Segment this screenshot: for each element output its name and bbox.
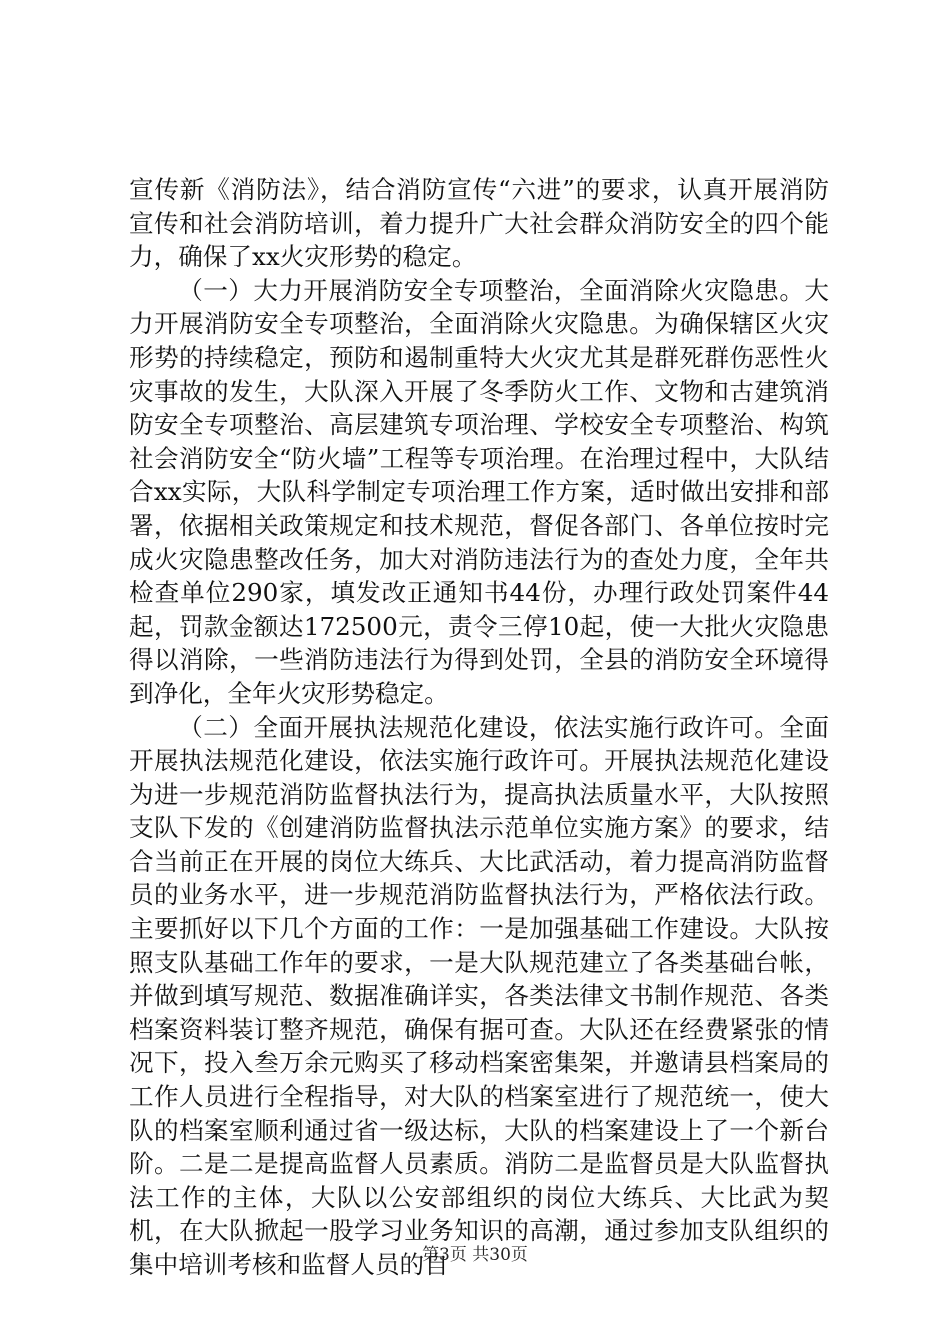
paragraph-section-two: （二）全面开展执法规范化建设，依法实施行政许可。全面开展执法规范化建设，依法实施行政许可。开展执法规范化建设为进一步规范消防监督执法行为，提高执法质量水平，大队按照支队下发的《创建消防监督执法示范单位实施方案》的要求，结合当前正在开展的岗位大练兵、大比武活动，着力提高消防监督员的业务水平，进一步规范消防监督执法行为，严格依法行政。主要抓好以下几个方面的工作：一是加强基础工作建设。大队按照支队基础工作年的要求，一是大队规范建立了各类基础台帐，并做到填写规范、数据准确详实，各类法律文书制作规范、各类档案资料装订整齐规范，确保有据可查。大队还在经费紧张的情况下，投入叁万余元购买了移动档案密集架，并邀请县档案局的工作人员进行全程指导，对大队的档案室进行了规范统一，使大队的档案室顺利通过省一级达标，大队的档案建设上了一个新台阶。二是二是提高监督人员素质。消防二是监督员是大队监督执法工作的主体，大队以公安部组织的岗位大练兵、大比武为契机，在大队掀起一股学习业务知识的高潮，通过参加支队组织的集中培训考核和监督人员的自 [129,712,829,1279]
paragraph-section-one: （一）大力开展消防安全专项整治，全面消除火灾隐患。大力开展消防安全专项整治，全面消除火灾隐患。为确保辖区火灾形势的持续稳定，预防和遏制重特大火灾尤其是群死群伤恶性火灾事故的发生，大队深入开展了冬季防火工作、文物和古建筑消防安全专项整治、高层建筑专项治理、学校安全专项整治、构筑社会消防安全“防火墙”工程等专项治理。在治理过程中，大队结合xx实际，大队科学制定专项治理工作方案，适时做出安排和部署，依据相关政策规定和技术规范，督促各部门、各单位按时完成火灾隐患整改任务，加大对消防违法行为的查处力度，全年共检查单位290家，填发改正通知书44份，办理行政处罚案件44起，罚款金额达172500元，责令三停10起，使一大批火灾隐患得以消除，一些消防违法行为得到处罚，全县的消防安全环境得到净化，全年火灾形势稳定。 [129,275,829,708]
paragraph-continuation: 宣传新《消防法》，结合消防宣传“六进”的要求，认真开展消防宣传和社会消防培训，着力提升广大社会群众消防安全的四个能力，确保了xx火灾形势的稳定。 [129,175,829,272]
document-body [129,173,829,1282]
page-number-footer: 第3页 共30页 [422,1245,528,1265]
